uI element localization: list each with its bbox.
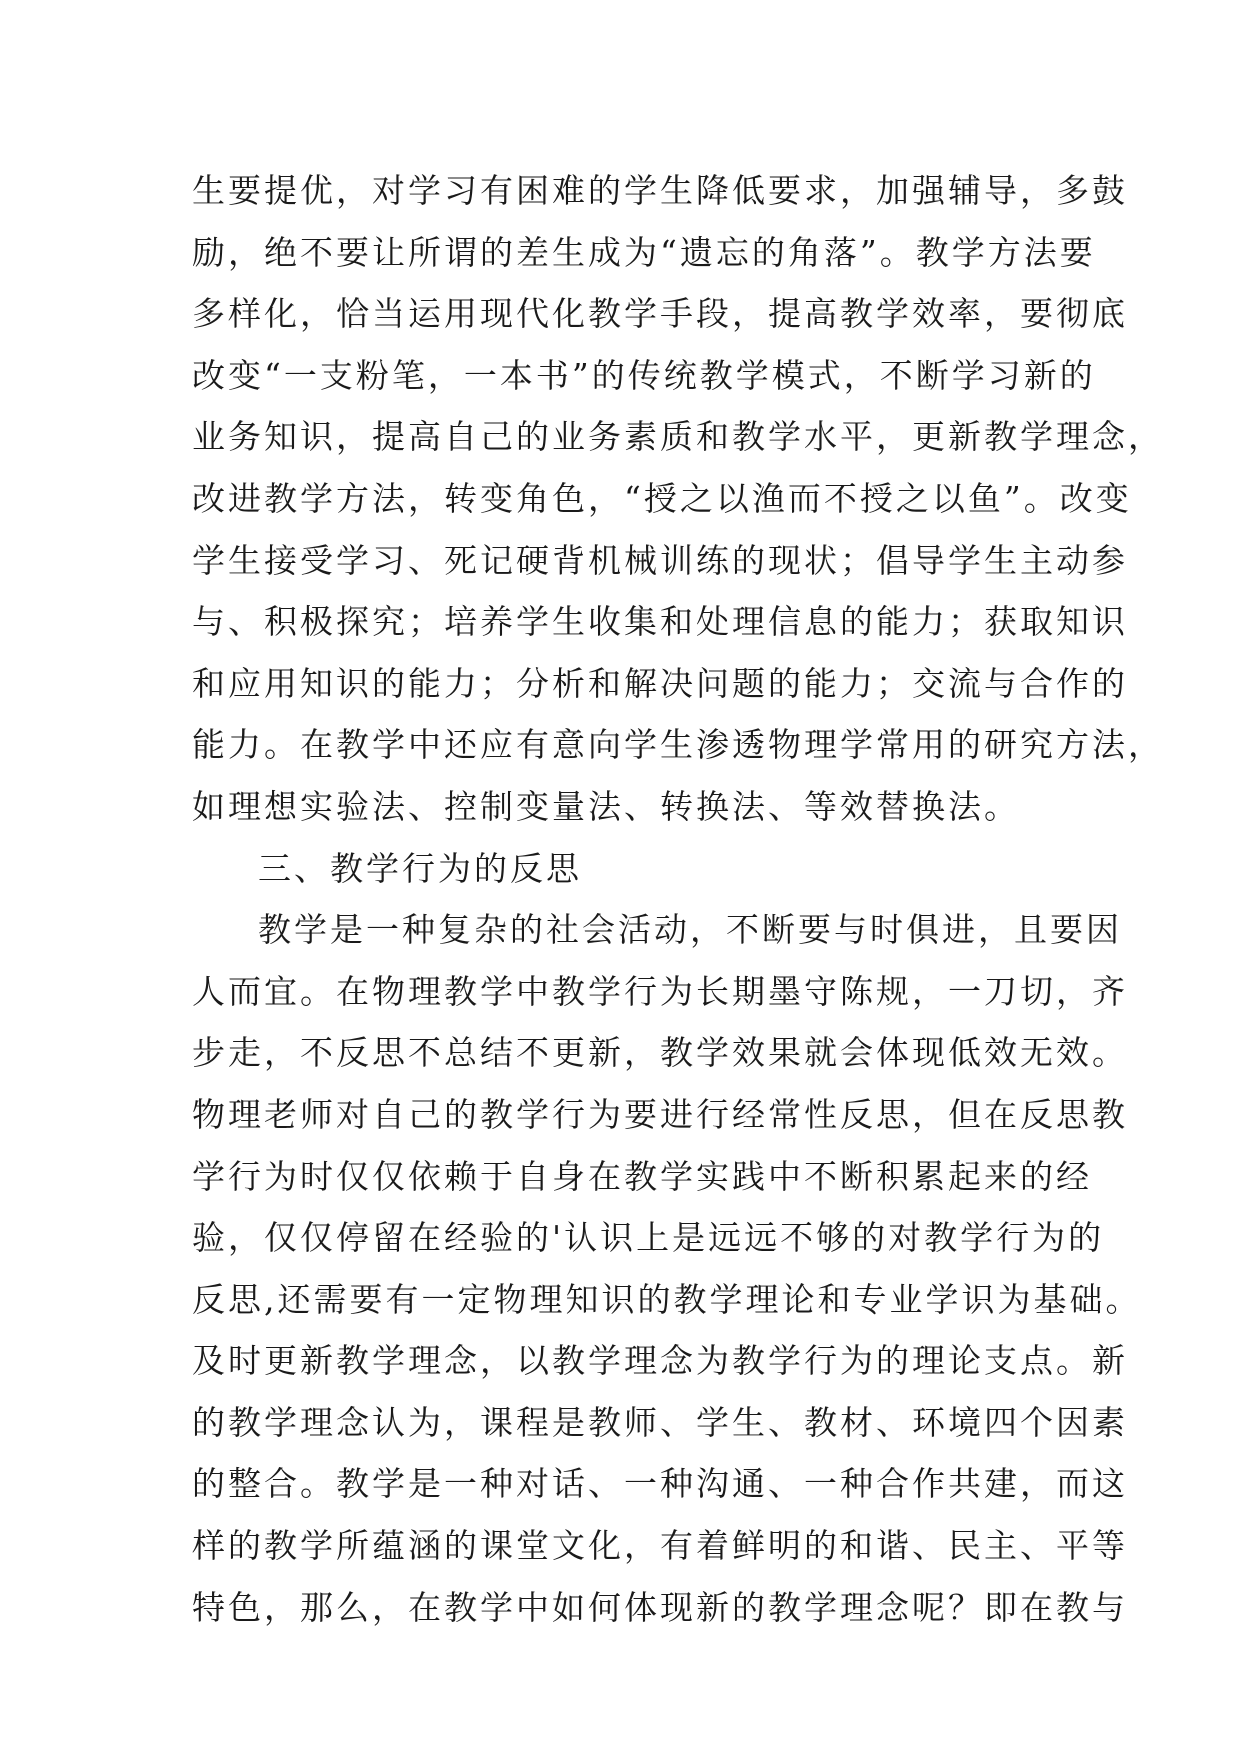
text-line: 学行为时仅仅依赖于自身在教学实践中不断积累起来的经	[192, 1156, 1092, 1196]
text-line: 的教学理念认为，课程是教师、学生、教材、环境四个因素	[192, 1402, 1128, 1442]
text-line: 能力。在教学中还应有意向学生渗透物理学常用的研究方法，	[192, 725, 1164, 765]
text-line: 及时更新教学理念，以教学理念为教学行为的理论支点。新	[192, 1341, 1128, 1381]
text-line: 和应用知识的能力；分析和解决问题的能力；交流与合作的	[192, 663, 1128, 703]
text-line: 的整合。教学是一种对话、一种沟通、一种合作共建，而这	[192, 1464, 1128, 1504]
text-line: 多样化，恰当运用现代化教学手段，提高教学效率，要彻底	[192, 294, 1128, 334]
text-line: 样的教学所蕴涵的课堂文化，有着鲜明的和谐、民主、平等	[192, 1526, 1128, 1566]
text-line: 反思,还需要有一定物理知识的教学理论和专业学识为基础。	[192, 1279, 1142, 1319]
text-line: 步走，不反思不总结不更新，教学效果就会体现低效无效。	[192, 1033, 1128, 1073]
text-line: 学生接受学习、死记硬背机械训练的现状；倡导学生主动参	[192, 540, 1128, 580]
paragraph-first-line: 教学是一种复杂的社会活动，不断要与时俱进，且要因	[258, 910, 1122, 950]
text-line: 如理想实验法、控制变量法、转换法、等效替换法。	[192, 786, 1020, 826]
text-line: 验，仅仅停留在经验的'认识上是远远不够的对教学行为的	[192, 1218, 1105, 1258]
text-line: 物理老师对自己的教学行为要进行经常性反思，但在反思教	[192, 1094, 1128, 1134]
text-line: 改进教学方法，转变角色，“授之以渔而不授之以鱼”。改变	[192, 478, 1132, 518]
text-line: 生要提优，对学习有困难的学生降低要求，加强辅导，多鼓	[192, 171, 1128, 210]
text-line: 与、积极探究；培养学生收集和处理信息的能力；获取知识	[192, 602, 1128, 642]
text-line: 励，绝不要让所谓的差生成为“遗忘的角落”。教学方法要	[192, 232, 1096, 272]
text-line: 改变“一支粉笔，一本书”的传统教学模式，不断学习新的	[192, 355, 1096, 395]
text-line: 业务知识，提高自己的业务素质和教学水平，更新教学理念，	[192, 417, 1164, 457]
text-line: 人而宜。在物理教学中教学行为长期墨守陈规，一刀切，齐	[192, 971, 1128, 1011]
body-text	[192, 160, 1164, 1638]
text-line: 特色，那么，在教学中如何体现新的教学理念呢？即在教与	[192, 1587, 1128, 1627]
section-heading: 三、教学行为的反思	[258, 848, 582, 888]
